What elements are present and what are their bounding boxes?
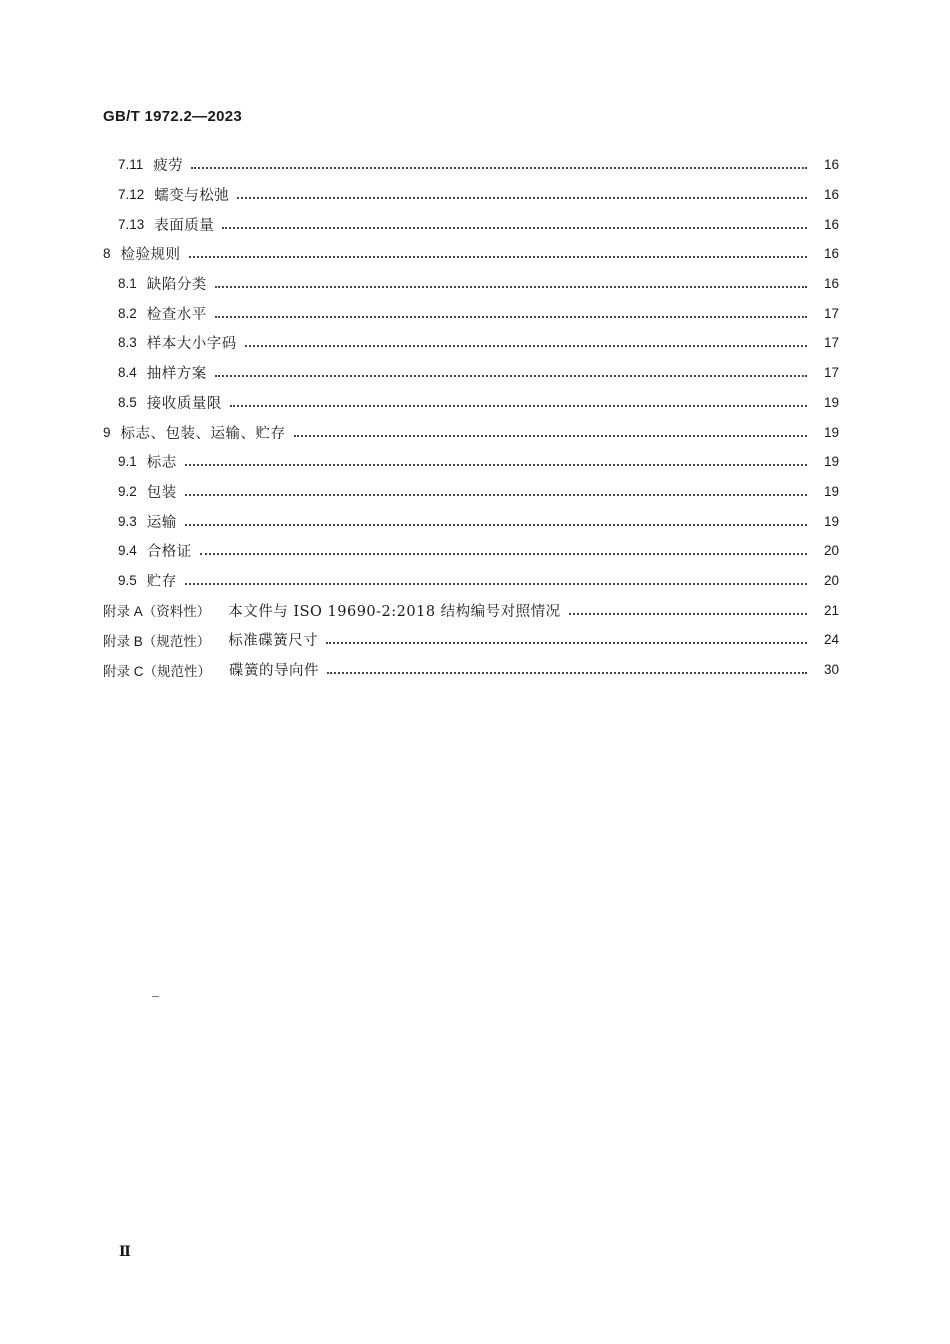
toc-entry-number: 8.2 [118,305,137,321]
toc-entry[interactable] [0,209,950,239]
toc-entry[interactable] [0,388,950,418]
toc-entry-page: 20 [823,572,839,588]
toc-entry-number: 7.12 [118,187,145,203]
standard-number: GB/T 1972.2—2023 [103,108,243,125]
toc-entry-number: 9.4 [118,543,137,559]
toc-entry-number: 8 [103,246,111,262]
toc-entry-title: 贮存 [146,573,177,590]
toc-leader-dots [185,523,807,526]
toc-entry[interactable] [0,328,950,358]
toc-leader-dots [215,285,807,288]
table-of-contents [0,150,950,684]
toc-entry[interactable] [0,655,950,685]
toc-leader-dots [189,255,807,258]
toc-entry-number: 8.1 [118,276,137,292]
toc-leader-dots [326,641,807,644]
toc-entry-page: 19 [823,513,839,529]
toc-entry-number: 9 [103,424,111,440]
toc-leader-dots [191,166,807,169]
toc-entry-title: 样本大小字码 [146,336,237,353]
toc-leader-dots [569,612,807,615]
toc-entry[interactable] [0,595,950,625]
toc-entry-title: 抽样方案 [146,366,207,383]
toc-entry-number: 附录 B（规范性） [103,633,211,649]
toc-entry-page: 17 [823,365,839,381]
toc-entry-page: 17 [823,305,839,321]
toc-entry-number: 7.11 [118,157,144,173]
page-number: Ⅱ [119,1245,131,1260]
toc-entry-page: 19 [823,424,839,440]
toc-entry-number: 8.5 [118,394,137,410]
toc-entry-page: 19 [823,454,839,470]
toc-entry-number: 8.4 [118,365,137,381]
toc-leader-dots [185,463,807,466]
toc-entry-title: 疲劳 [153,158,184,175]
toc-leader-dots [294,434,807,437]
toc-entry[interactable] [0,506,950,536]
toc-entry-title: 蠕变与松弛 [154,188,230,205]
toc-entry[interactable] [0,447,950,477]
toc-entry[interactable] [0,477,950,507]
toc-entry-page: 16 [823,157,839,173]
toc-entry[interactable] [0,269,950,299]
toc-entry-number: 附录 C（规范性） [103,663,211,679]
toc-entry[interactable] [0,180,950,210]
toc-leader-dots [200,552,807,555]
toc-entry[interactable] [0,417,950,447]
toc-entry-title: 本文件与 ISO 19690-2:2018 结构编号对照情况 [228,603,561,620]
toc-entry-page: 16 [823,246,839,262]
toc-entry[interactable] [0,625,950,655]
toc-entry-page: 19 [823,394,839,410]
toc-entry-title: 碟簧的导向件 [229,663,319,680]
toc-entry-title: 表面质量 [154,217,215,234]
toc-entry[interactable] [0,150,950,180]
toc-entry-number: 附录 A（资料性） [103,604,211,620]
toc-entry-title: 标准碟簧尺寸 [228,633,319,650]
toc-entry-number: 9.5 [118,572,137,588]
toc-entry[interactable] [0,298,950,328]
toc-entry-number: 8.3 [118,335,137,351]
toc-leader-dots [237,196,807,199]
toc-entry-title: 接收质量限 [146,395,222,412]
toc-entry-page: 19 [823,483,839,499]
toc-entry-page: 30 [823,662,839,678]
toc-leader-dots [215,374,807,377]
toc-entry-page: 16 [823,276,839,292]
toc-entry-number: 9.3 [118,513,137,529]
toc-entry-title: 运输 [146,514,177,531]
toc-entry-title: 检查水平 [146,306,207,323]
toc-leader-dots [245,344,807,347]
toc-entry-number: 9.2 [118,483,137,499]
toc-entry-page: 20 [823,543,839,559]
toc-leader-dots [327,671,807,674]
toc-entry-page: 16 [823,216,839,232]
toc-leader-dots [222,226,807,229]
toc-entry-title: 检验规则 [120,247,181,264]
toc-leader-dots [185,493,807,496]
toc-entry[interactable] [0,536,950,566]
toc-entry-page: 17 [823,335,839,351]
toc-entry[interactable] [0,239,950,269]
toc-entry[interactable] [0,358,950,388]
toc-leader-dots [230,404,807,407]
toc-leader-dots [185,582,807,585]
toc-entry-page: 21 [823,602,839,618]
toc-entry-title: 合格证 [146,544,192,561]
scan-mark [152,996,159,997]
toc-entry-title: 标志 [146,455,177,472]
toc-entry-number: 7.13 [118,216,145,232]
toc-entry-page: 16 [823,187,839,203]
toc-leader-dots [215,315,807,318]
toc-entry-page: 24 [823,632,839,648]
toc-entry-title: 标志、包装、运输、贮存 [120,425,286,442]
toc-entry-title: 缺陷分类 [146,277,207,294]
toc-entry[interactable] [0,566,950,596]
toc-entry-title: 包装 [146,484,177,501]
toc-entry-number: 9.1 [118,454,137,470]
